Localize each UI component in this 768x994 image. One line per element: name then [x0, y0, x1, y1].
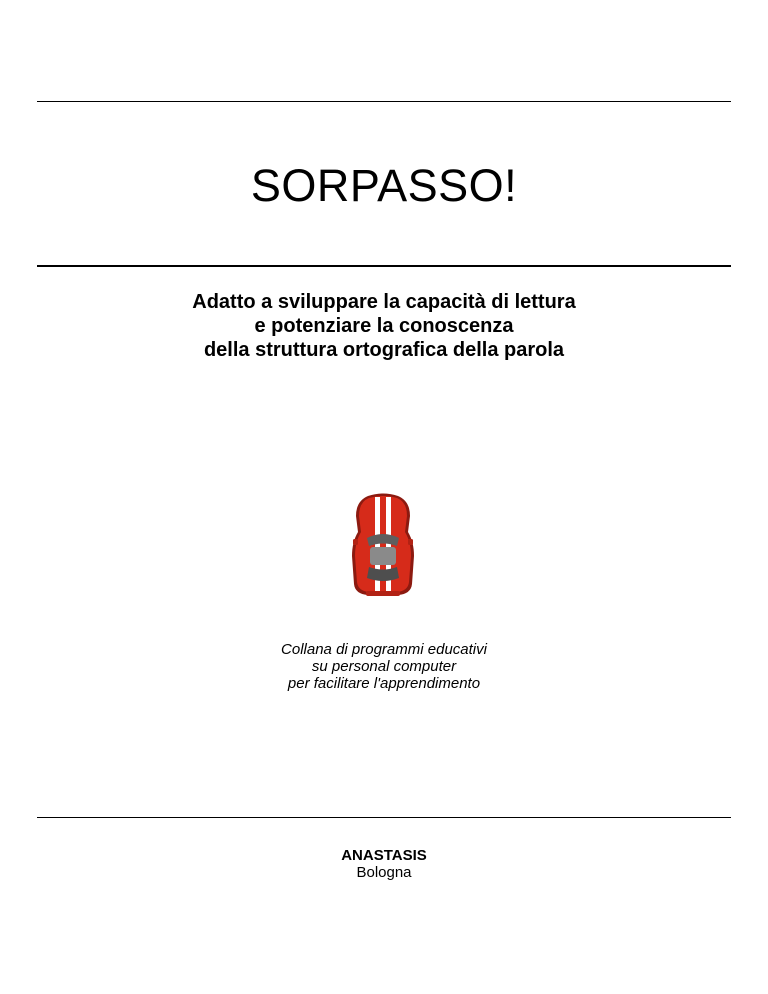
- publisher-name: ANASTASIS: [341, 847, 427, 864]
- top-divider: [37, 101, 731, 102]
- series-line: per facilitare l'apprendimento: [287, 675, 481, 692]
- subtitle: [0, 290, 768, 362]
- race-car-icon: [348, 492, 418, 598]
- bottom-divider: [37, 817, 731, 818]
- series-line: su personal computer: [311, 658, 457, 675]
- publisher-city: Bologna: [356, 864, 412, 881]
- page-title: SORPASSO!: [250, 160, 518, 211]
- subtitle-line: della struttura ortografica della parola: [203, 339, 565, 361]
- title-divider: [37, 265, 731, 267]
- subtitle-line: Adatto a sviluppare la capacità di lettura: [192, 291, 576, 313]
- subtitle-line: e potenziare la conoscenza: [254, 315, 514, 337]
- series-description: [0, 641, 768, 692]
- series-line: Collana di programmi educativi: [281, 641, 487, 658]
